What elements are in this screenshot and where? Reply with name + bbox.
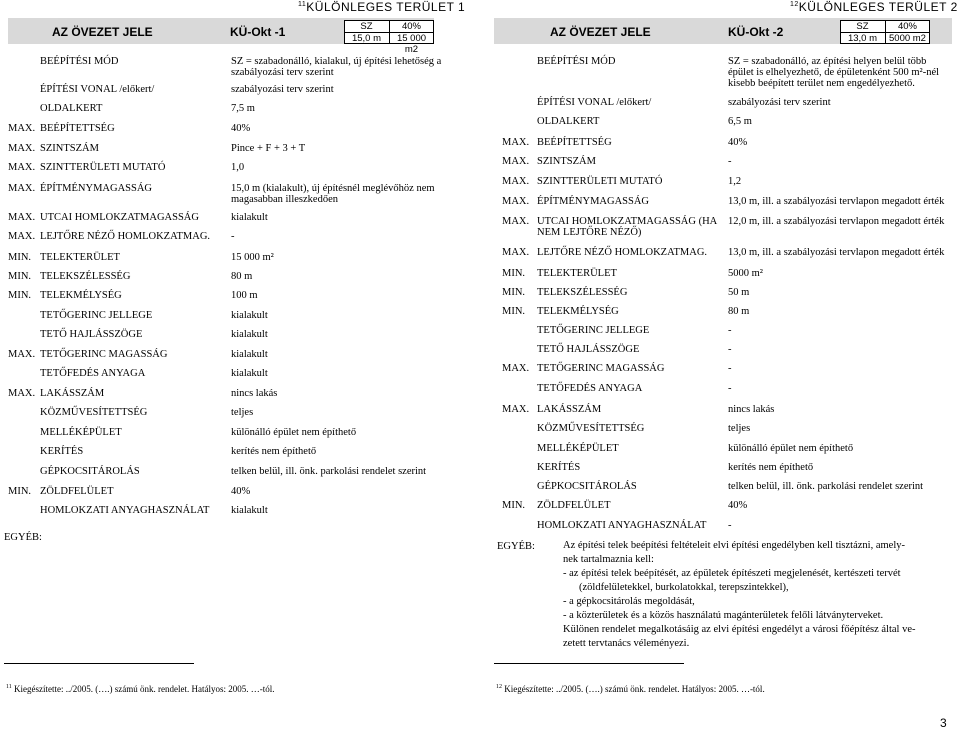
row-prefix: MIN. bbox=[502, 500, 526, 511]
row-label: MELLÉKÉPÜLET bbox=[537, 443, 619, 454]
row-value: 13,0 m, ill. a szabályozási tervlapon megadott érték bbox=[728, 196, 945, 207]
left-header-code: KÜ-Okt -1 bbox=[230, 25, 286, 39]
zone-type: SZ bbox=[360, 21, 373, 32]
left-header bbox=[8, 18, 434, 55]
row-value: 80 m bbox=[231, 271, 253, 282]
row-label: ZÖLDFELÜLET bbox=[537, 500, 611, 511]
row-prefix: MIN. bbox=[8, 252, 32, 263]
row-value: 100 m bbox=[231, 290, 258, 301]
right-header-code: KÜ-Okt -2 bbox=[728, 25, 784, 39]
row-label: KÖZMŰVESÍTETTSÉG bbox=[537, 423, 645, 434]
row-prefix: MAX. bbox=[8, 231, 36, 242]
row-label: LEJTŐRE NÉZŐ HOMLOKZATMAG. bbox=[537, 247, 708, 258]
row-label: TELEKSZÉLESSÉG bbox=[40, 271, 131, 282]
row-value: 40% bbox=[231, 123, 251, 134]
row-label: ZÖLDFELÜLET bbox=[40, 486, 114, 497]
row-label: OLDALKERT bbox=[40, 103, 103, 114]
row-value: különálló épület nem építhető bbox=[231, 427, 357, 438]
left-header-label: AZ ÖVEZET JELE bbox=[52, 25, 153, 39]
row-label: TELEKMÉLYSÉG bbox=[40, 290, 122, 301]
row-value: teljes bbox=[728, 423, 751, 434]
row-label: GÉPKOCSITÁROLÁS bbox=[537, 481, 637, 492]
row-value: szabályozási terv szerint bbox=[728, 97, 831, 108]
row-value: 1,0 bbox=[231, 162, 245, 173]
row-value: 12,0 m, ill. a szabályozási tervlapon megadott érték bbox=[728, 216, 945, 227]
row-label: HOMLOKZATI ANYAGHASZNÁLAT bbox=[40, 505, 210, 516]
row-value: - bbox=[728, 520, 732, 531]
row-prefix: MAX. bbox=[8, 388, 36, 399]
row-label: TETŐ HAJLÁSSZÖGE bbox=[40, 329, 143, 340]
page-number: 3 bbox=[940, 716, 947, 730]
row-prefix: MAX. bbox=[502, 216, 530, 227]
row-value: 13,0 m, ill. a szabályozási tervlapon megadott érték bbox=[728, 247, 945, 258]
row-value: 15 000 m² bbox=[231, 252, 274, 263]
row-label: TELEKTERÜLET bbox=[40, 252, 120, 263]
row-prefix: MAX. bbox=[502, 176, 530, 187]
egyeb-line: - a közterületek és a közös használatú magánterületek felőli látványterveket. bbox=[563, 610, 884, 621]
row-value: 50 m bbox=[728, 287, 750, 298]
zone-height: 13,0 m bbox=[847, 33, 878, 44]
row-prefix: MAX. bbox=[502, 156, 530, 167]
row-prefix: MAX. bbox=[8, 143, 36, 154]
row-value: kialakult bbox=[231, 368, 268, 379]
row-label: TETŐGERINC MAGASSÁG bbox=[40, 349, 168, 360]
row-prefix: MIN. bbox=[502, 268, 526, 279]
left-egyeb-label: EGYÉB: bbox=[4, 532, 42, 543]
row-label: HOMLOKZATI ANYAGHASZNÁLAT bbox=[537, 520, 707, 531]
zone-coverage: 40% bbox=[897, 21, 917, 32]
right-footnote-rule bbox=[494, 663, 684, 664]
row-value: kialakult bbox=[231, 310, 268, 321]
row-value: SZ = szabadonálló, az építési helyen belül több épület is elhelyezhető, de épületenként 500 m²-nél kisebb beépített terület nem engedélyezhető. bbox=[728, 56, 940, 89]
row-value: - bbox=[728, 383, 732, 394]
right-egyeb-label: EGYÉB: bbox=[497, 541, 535, 552]
row-label: TETŐFEDÉS ANYAGA bbox=[40, 368, 146, 379]
row-value: kialakult bbox=[231, 212, 268, 223]
row-value: telken belül, ill. önk. parkolási rendelet szerint bbox=[231, 466, 427, 477]
egyeb-line: nek tartalmaznia kell: bbox=[563, 554, 654, 565]
row-value: 40% bbox=[231, 486, 251, 497]
row-value: 40% bbox=[728, 500, 748, 511]
row-label: GÉPKOCSITÁROLÁS bbox=[40, 466, 140, 477]
row-label: TETŐGERINC JELLEGE bbox=[40, 310, 153, 321]
row-label: ÉPÍTMÉNYMAGASSÁG bbox=[40, 183, 153, 194]
row-label: TETŐGERINC JELLEGE bbox=[537, 325, 650, 336]
row-label: KERÍTÉS bbox=[537, 462, 581, 473]
row-value: kialakult bbox=[231, 349, 268, 360]
row-prefix: MAX. bbox=[8, 123, 36, 134]
row-label: SZINTTERÜLETI MUTATÓ bbox=[40, 162, 166, 173]
row-label: OLDALKERT bbox=[537, 116, 600, 127]
row-value: szabályozási terv szerint bbox=[231, 84, 334, 95]
left-footnote-rule bbox=[4, 663, 194, 664]
right-egyeb-text bbox=[563, 539, 953, 651]
row-prefix: MIN. bbox=[8, 290, 32, 301]
row-value: nincs lakás bbox=[231, 388, 278, 399]
left-title: $^{11}$KÜLÖNLEGES TERÜLET 1 bbox=[298, 0, 466, 14]
row-label: LAKÁSSZÁM bbox=[537, 404, 602, 415]
row-prefix: MAX. bbox=[502, 363, 530, 374]
row-label: UTCAI HOMLOKZATMAGASSÁG (HA NEM LEJTŐRE NÉZŐ) bbox=[537, 216, 717, 238]
egyeb-line: Különen rendelet megalkotásáig az elvi építési engedélyt a városi főépítész által ve- bbox=[563, 624, 916, 635]
row-prefix: MIN. bbox=[502, 306, 526, 317]
row-value: 1,2 bbox=[728, 176, 742, 187]
row-value: kialakult bbox=[231, 505, 268, 516]
row-label: ÉPÍTÉSI VONAL /előkert/ bbox=[537, 97, 652, 108]
row-value: különálló épület nem építhető bbox=[728, 443, 854, 454]
row-prefix: MAX. bbox=[8, 349, 36, 360]
row-prefix: MAX. bbox=[502, 247, 530, 258]
right-header bbox=[494, 18, 952, 44]
row-value: - bbox=[728, 344, 732, 355]
row-label: UTCAI HOMLOKZATMAGASSÁG bbox=[40, 212, 199, 223]
left-footnote: $^{11}$ Kiegészítette: ../2005. (….) számú önk. rendelet. Hatályos: 2005. …-tól. bbox=[6, 684, 275, 694]
row-label: BEÉPÍTETTSÉG bbox=[537, 137, 612, 148]
row-label: TETŐ HAJLÁSSZÖGE bbox=[537, 344, 640, 355]
row-prefix: MAX. bbox=[502, 137, 530, 148]
row-value: teljes bbox=[231, 407, 254, 418]
row-label: SZINTSZÁM bbox=[537, 156, 596, 167]
row-value: 15,0 m (kialakult), új építésnél meglévőhöz nem magasabban illeszkedően bbox=[231, 183, 435, 205]
zone-height: 15,0 m bbox=[351, 33, 382, 44]
right-title: $^{12}$KÜLÖNLEGES TERÜLET 2 bbox=[790, 0, 958, 14]
zone-coverage: 40% bbox=[401, 21, 421, 32]
row-label: LAKÁSSZÁM bbox=[40, 388, 105, 399]
right-footnote: $^{12}$ Kiegészítette: ../2005. (….) számú önk. rendelet. Hatályos: 2005. …-tól. bbox=[496, 684, 765, 694]
row-label: TETŐGERINC MAGASSÁG bbox=[537, 363, 665, 374]
row-label: LEJTŐRE NÉZŐ HOMLOKZATMAG. bbox=[40, 231, 211, 242]
row-value: kerítés nem építhető bbox=[728, 462, 814, 473]
row-value: - bbox=[728, 363, 732, 374]
row-value: 80 m bbox=[728, 306, 750, 317]
row-label: KERÍTÉS bbox=[40, 446, 84, 457]
right-header-label: AZ ÖVEZET JELE bbox=[550, 25, 651, 39]
egyeb-line: Az építési telek beépítési feltételeit elvi építési engedélyben kell tisztázni, amely- bbox=[563, 540, 905, 551]
row-label: TELEKTERÜLET bbox=[537, 268, 617, 279]
egyeb-line: zetett tervtanács véleményezi. bbox=[563, 638, 690, 649]
row-value: Pince + F + 3 + T bbox=[231, 143, 306, 154]
zone-plot-area: 15 000 m2 bbox=[396, 33, 427, 55]
row-value: 40% bbox=[728, 137, 748, 148]
row-value: kerítés nem építhető bbox=[231, 446, 317, 457]
row-label: MELLÉKÉPÜLET bbox=[40, 427, 122, 438]
zone-plot-area: 5000 m2 bbox=[889, 33, 926, 44]
row-label: BEÉPÍTETTSÉG bbox=[40, 123, 115, 134]
row-value: 7,5 m bbox=[231, 103, 255, 114]
row-value: 6,5 m bbox=[728, 116, 752, 127]
row-value: telken belül, ill. önk. parkolási rendelet szerint bbox=[728, 481, 924, 492]
row-prefix: MIN. bbox=[8, 486, 32, 497]
row-prefix: MAX. bbox=[502, 404, 530, 415]
row-label: TETŐFEDÉS ANYAGA bbox=[537, 383, 643, 394]
row-label: BEÉPÍTÉSI MÓD bbox=[40, 56, 119, 67]
row-label: ÉPÍTÉSI VONAL /előkert/ bbox=[40, 84, 155, 95]
row-prefix: MAX. bbox=[8, 162, 36, 173]
row-value: - bbox=[728, 156, 732, 167]
row-value: kialakult bbox=[231, 329, 268, 340]
row-value: SZ = szabadonálló, kialakul, új építési lehetőség a szabályozási terv szerint bbox=[231, 56, 442, 78]
row-prefix: MAX. bbox=[8, 212, 36, 223]
row-label: ÉPÍTMÉNYMAGASSÁG bbox=[537, 196, 650, 207]
right-zone-box bbox=[840, 20, 930, 44]
row-label: KÖZMŰVESÍTETTSÉG bbox=[40, 407, 148, 418]
left-zone-box bbox=[344, 20, 434, 55]
egyeb-line: - a gépkocsitárolás megoldását, bbox=[563, 596, 695, 607]
row-value: - bbox=[728, 325, 732, 336]
row-value: nincs lakás bbox=[728, 404, 775, 415]
row-value: 5000 m² bbox=[728, 268, 763, 279]
zone-type: SZ bbox=[856, 21, 869, 32]
egyeb-line: (zöldfelületekkel, burkolatokkal, terepszintekkel), bbox=[579, 582, 789, 593]
row-prefix: MIN. bbox=[502, 287, 526, 298]
row-value: - bbox=[231, 231, 235, 242]
row-label: SZINTSZÁM bbox=[40, 143, 99, 154]
row-prefix: MIN. bbox=[8, 271, 32, 282]
row-label: TELEKMÉLYSÉG bbox=[537, 306, 619, 317]
row-label: TELEKSZÉLESSÉG bbox=[537, 287, 628, 298]
row-prefix: MAX. bbox=[8, 183, 36, 194]
row-label: BEÉPÍTÉSI MÓD bbox=[537, 56, 616, 67]
row-prefix: MAX. bbox=[502, 196, 530, 207]
egyeb-line: - az építési telek beépítését, az épületek építészeti megjelenését, kertészeti tervét bbox=[563, 568, 901, 579]
row-label: SZINTTERÜLETI MUTATÓ bbox=[537, 176, 663, 187]
